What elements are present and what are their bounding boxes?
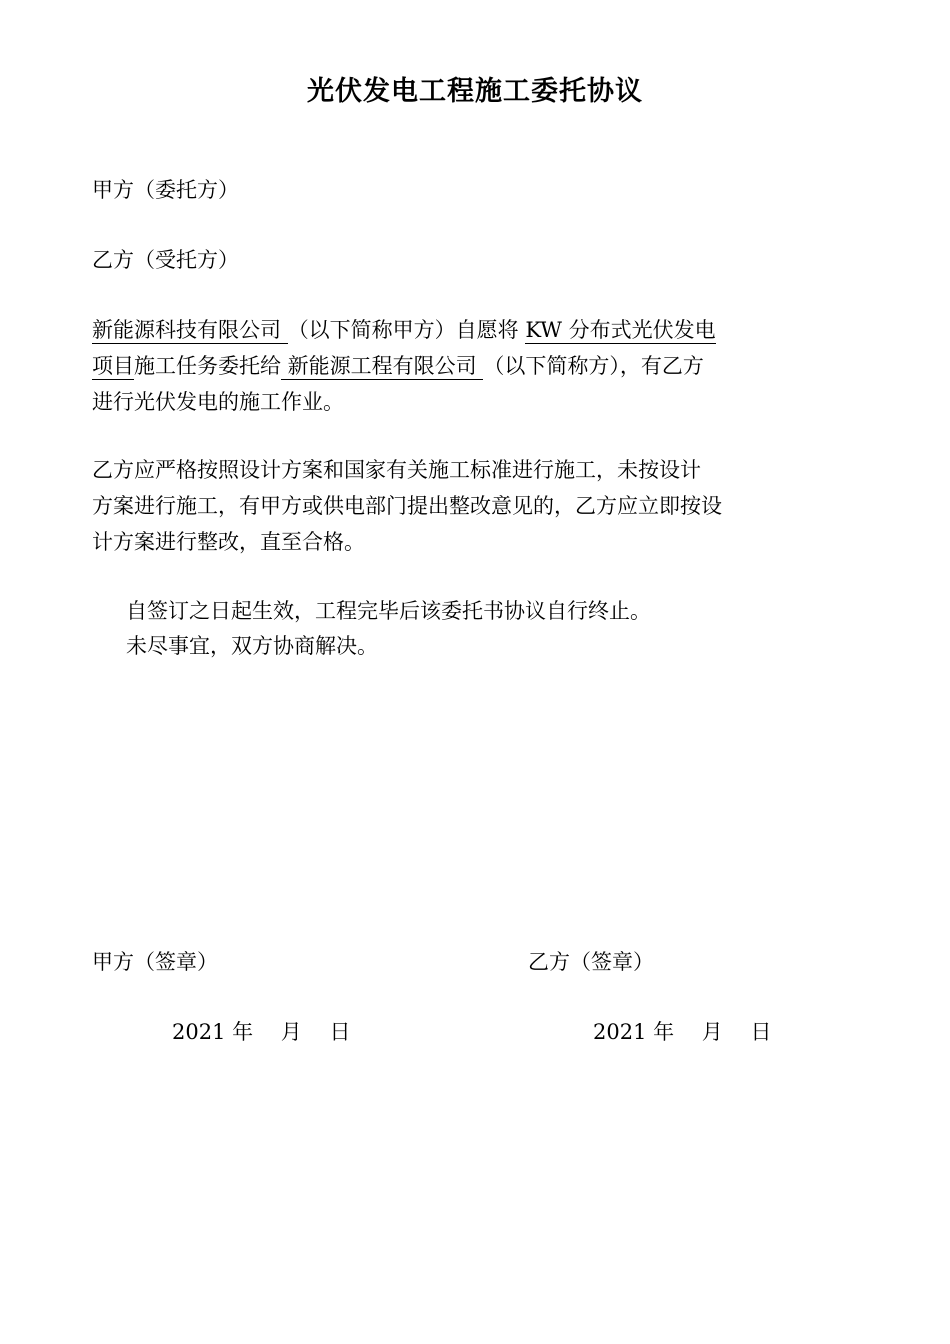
unresolved-clause: 未尽事宜，双方协商解决。 [126,634,378,658]
commission-row-2: 项目施工任务委托给 新能源工程有限公司 （以下简称方），有乙方 [92,354,704,378]
party-a-signature-label: 甲方（签章） [92,950,218,974]
company-b-name: 新能源工程有限公司 [281,354,484,378]
party-b-date: 2021 年 月 日 [593,1020,772,1044]
commission-paragraph [92,312,798,420]
document-title: 光伏发电工程施工委托协议 [307,76,643,107]
party-a-label: 甲方（委托方） [92,178,239,202]
effective-clause: 自签订之日起生效，工程完毕后该委托书协议自行终止。 [126,599,651,623]
commission-row-1: 新能源科技有限公司 （以下简称甲方）自愿将 KW 分布式光伏发电 [92,318,716,342]
commission-row-3: 进行光伏发电的施工作业。 [92,390,344,414]
party-b-label: 乙方（受托方） [92,248,239,272]
party-b-signature-label: 乙方（签章） [528,950,654,974]
project-name-part1: KW 分布式光伏发电 [525,318,716,342]
construction-paragraph: 乙方应严格按照设计方案和国家有关施工标准进行施工，未按设计 方案进行施工，有甲方或供电部门提出整改意见的，乙方应立即按设 计方案进行整改，直至合格。 [92,458,722,554]
project-name-part2: 项目 [92,354,134,378]
company-a-name: 新能源科技有限公司 [92,318,288,342]
party-a-date: 2021 年 月 日 [172,1020,351,1044]
